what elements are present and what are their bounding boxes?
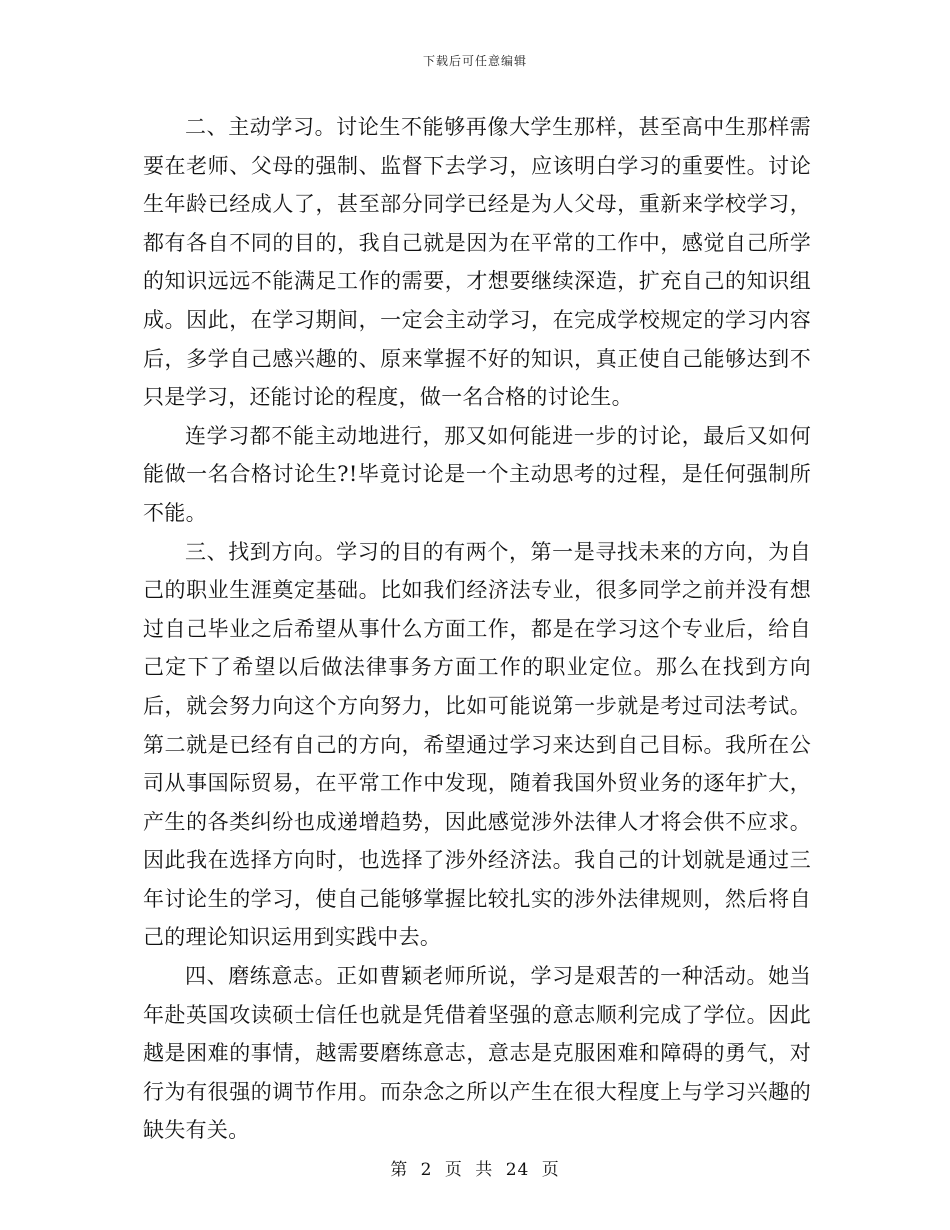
paragraph-active-learning: 二、主动学习。讨论生不能够再像大学生那样，甚至高中生那样需要在老师、父母的强制、监督下去学习，应该明白学习的重要性。讨论生年龄已经成人了，甚至部分同学已经是为人父母，重新来学校学习，都有各自不同的目的，我自己就是因为在平常的工作中，感觉自己所学的知识远远不能满足工作的需要，才想要继续深造，扩充自己的知识组成。因此，在学习期间，一定会主动学习，在完成学校规定的学习内容后，多学自己感兴趣的、原来掌握不好的知识，真正使自己能够达到不只是学习，还能讨论的程度，做一名合格的讨论生。 bbox=[143, 115, 811, 410]
paragraph-find-direction: 三、找到方向。学习的目的有两个，第一是寻找未来的方向，为自己的职业生涯奠定基础。比如我们经济法专业，很多同学之前并没有想过自己毕业之后希望从事什么方面工作，都是在学习这个专业后，给自己定下了希望以后做法律事务方面工作的职业定位。那么在找到方向后，就会努力向这个方向努力，比如可能说第一步就是考过司法考试。第二就是已经有自己的方向，希望通过学习来达到自己目标。我所在公司从事国际贸易，在平常工作中发现，随着我国外贸业务的逐年扩大，产生的各类纠纷也成递增趋势，因此感觉涉外法律人才将会供不应求。因此我在选择方向时，也选择了涉外经济法。我自己的计划就是通过三年讨论生的学习，使自己能够掌握比较扎实的涉外法律规则，然后将自己的理论知识运用到实践中去。 bbox=[143, 539, 811, 950]
body-text bbox=[143, 108, 811, 1150]
paragraph-active-thinking: 连学习都不能主动地进行，那又如何能进一步的讨论，最后又如何能做一名合格讨论生?!毕竟讨论是一个主动思考的过程，是任何强制所不能。 bbox=[143, 423, 811, 525]
paragraph-temper-will: 四、磨练意志。正如曹颖老师所说，学习是艰苦的一种活动。她当年赴英国攻读硕士信任也就是凭借着坚强的意志顺利完成了学位。因此越是困难的事情，越需要磨练意志，意志是克服困难和障碍的勇气，对行为有很强的调节作用。而杂念之所以产生在很大程度上与学习兴趣的缺失有关。 bbox=[143, 964, 811, 1143]
page-number: 第 2 页 共 24 页 bbox=[390, 1160, 560, 1180]
header-note: 下载后可任意编辑 bbox=[422, 54, 527, 68]
